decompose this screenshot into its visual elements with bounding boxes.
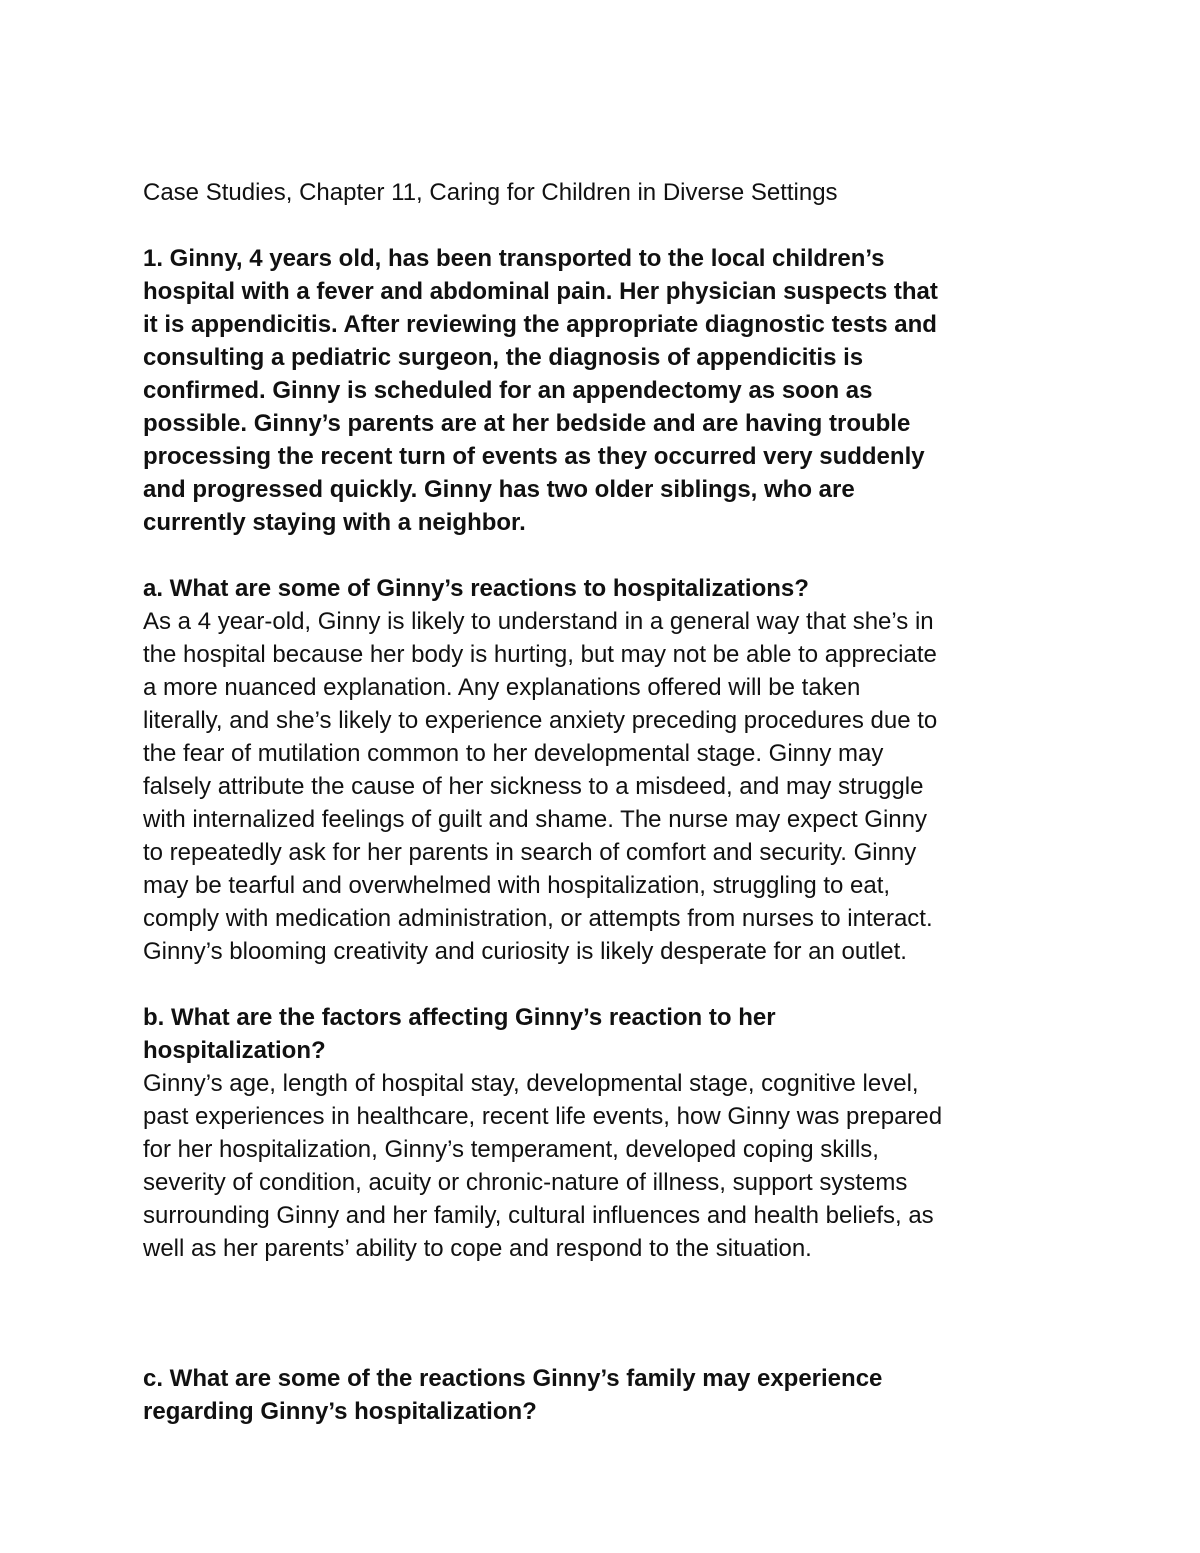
document-title: Case Studies, Chapter 11, Caring for Children in Diverse Settings [143,179,838,206]
answer-a-line: a more nuanced explanation. Any explanations offered will be taken [143,674,861,701]
spacer [143,968,1063,1001]
answer-b-line: surrounding Ginny and her family, cultural influences and health beliefs, as [143,1202,934,1229]
answer-a-line: falsely attribute the cause of her sickness to a misdeed, and may struggle [143,773,924,800]
spacer [143,539,1063,572]
answer-a-line: the fear of mutilation common to her developmental stage. Ginny may [143,740,884,767]
question-a: a. What are some of Ginny’s reactions to hospitalizations? [143,575,809,602]
answer-a-line: As a 4 year-old, Ginny is likely to understand in a general way that she’s in [143,608,934,635]
case-intro-line: consulting a pediatric surgeon, the diagnosis of appendicitis is [143,344,864,371]
spacer [143,1265,1063,1362]
question-c-line: regarding Ginny’s hospitalization? [143,1398,537,1425]
answer-b-line: past experiences in healthcare, recent life events, how Ginny was prepared [143,1103,943,1130]
question-b-line: hospitalization? [143,1037,326,1064]
case-intro-line: possible. Ginny’s parents are at her bedside and are having trouble [143,410,911,437]
answer-b-line: for her hospitalization, Ginny’s temperament, developed coping skills, [143,1136,879,1163]
case-intro-line: 1. Ginny, 4 years old, has been transported to the local children’s [143,245,885,272]
answer-b-line: severity of condition, acuity or chronic-nature of illness, support systems [143,1169,908,1196]
case-intro [143,242,1063,539]
answer-a-line: Ginny’s blooming creativity and curiosity is likely desperate for an outlet. [143,938,907,965]
document-page [143,176,1063,1428]
question-b-line: b. What are the factors affecting Ginny’s reaction to her [143,1004,776,1031]
question-c-line: c. What are some of the reactions Ginny’s family may experience [143,1365,883,1392]
answer-b-line: Ginny’s age, length of hospital stay, developmental stage, cognitive level, [143,1070,919,1097]
answer-a-line: the hospital because her body is hurting, but may not be able to appreciate [143,641,937,668]
case-intro-line: hospital with a fever and abdominal pain. Her physician suspects that [143,278,938,305]
case-intro-line: it is appendicitis. After reviewing the appropriate diagnostic tests and [143,311,937,338]
case-intro-line: processing the recent turn of events as they occurred very suddenly [143,443,925,470]
answer-a [143,605,1063,968]
answer-a-line: with internalized feelings of guilt and shame. The nurse may expect Ginny [143,806,927,833]
answer-a-line: to repeatedly ask for her parents in search of comfort and security. Ginny [143,839,917,866]
question-c [143,1362,1063,1428]
case-intro-line: confirmed. Ginny is scheduled for an appendectomy as soon as [143,377,873,404]
answer-a-line: may be tearful and overwhelmed with hospitalization, struggling to eat, [143,872,891,899]
answer-a-line: literally, and she’s likely to experience anxiety preceding procedures due to [143,707,938,734]
question-b [143,1001,1063,1067]
answer-b [143,1067,1063,1265]
answer-a-line: comply with medication administration, or attempts from nurses to interact. [143,905,933,932]
answer-b-line: well as her parents’ ability to cope and respond to the situation. [143,1235,812,1262]
case-intro-line: currently staying with a neighbor. [143,509,526,536]
case-intro-line: and progressed quickly. Ginny has two older siblings, who are [143,476,855,503]
